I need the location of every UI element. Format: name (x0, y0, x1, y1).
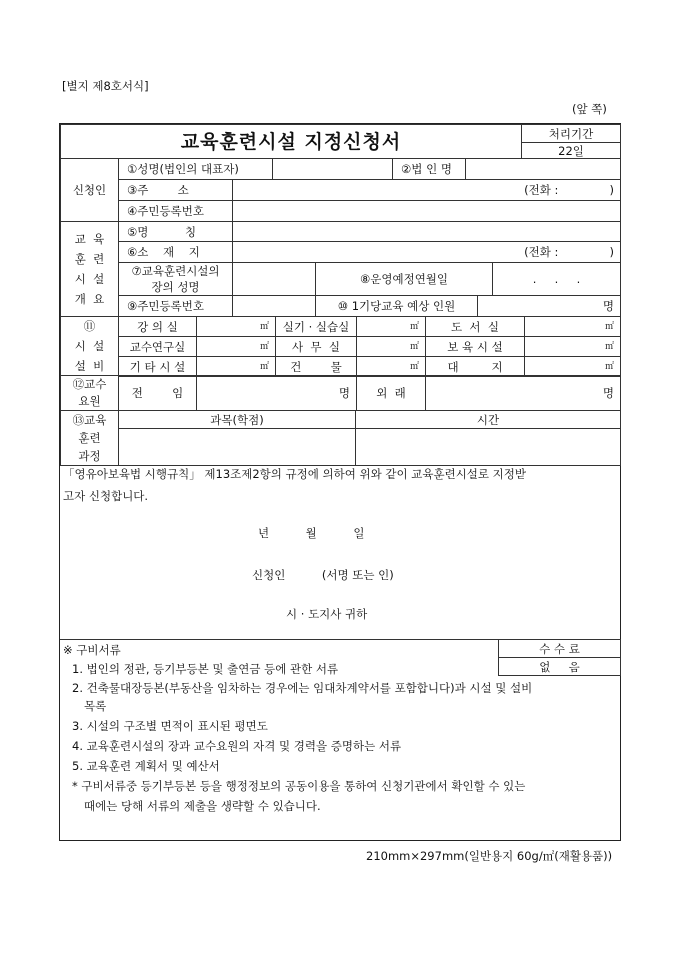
unit: ㎡ (409, 361, 419, 372)
subject-field[interactable] (118, 428, 356, 466)
fee-value: 없 음 (498, 657, 621, 676)
hours-field[interactable] (355, 428, 621, 466)
document-item: 5. 교육훈련 계획서 및 예산서 (72, 759, 220, 773)
form-title: 교육훈련시설 지정신청서 (60, 124, 522, 159)
unit: ㎡ (409, 321, 419, 332)
corp-field[interactable] (465, 158, 621, 180)
section-line: 훈 련 (74, 252, 105, 266)
phone-label: (전화 : ) (524, 183, 614, 197)
processing-label: 처리기간 (521, 124, 621, 143)
open-date-field[interactable]: . . . (492, 262, 621, 296)
location-field[interactable] (232, 241, 621, 263)
document-item: 4. 교육훈련시설의 장과 교수요원의 자격 및 경력을 증명하는 서류 (72, 739, 402, 753)
section-line: 요원 (78, 394, 101, 408)
equipment-label: 도 서 실 (425, 316, 525, 337)
facility-name-field[interactable] (232, 221, 621, 242)
equipment-section (60, 316, 119, 376)
equipment-area-field[interactable] (356, 356, 426, 377)
unit: ㎡ (259, 341, 269, 352)
equipment-area-field[interactable] (196, 336, 276, 357)
address-field[interactable] (232, 179, 621, 201)
equipment-area-field[interactable] (356, 316, 426, 337)
facility-name-label: ⑤명 칭 (118, 221, 233, 242)
section-line: 설 비 (74, 359, 105, 373)
name-field[interactable] (272, 158, 393, 180)
unit: ㎡ (409, 341, 419, 352)
section-line: 시 설 (74, 272, 105, 286)
document-item: 목록 (84, 699, 107, 713)
section-line: 훈련 (78, 431, 101, 445)
unit: ㎡ (259, 361, 269, 372)
section-line: ⑫교수 (72, 377, 107, 391)
fulltime-label: 전 임 (118, 375, 197, 411)
document-item: 때에는 당해 서류의 제출을 생략할 수 있습니다. (84, 799, 321, 813)
course-section (60, 410, 119, 466)
corp-label: ②법 인 명 (392, 158, 466, 180)
equipment-label: 사 무 실 (275, 336, 357, 357)
equipment-label: 대 지 (425, 356, 525, 377)
equipment-area-field[interactable] (524, 356, 621, 377)
section-line: ⑪ (83, 319, 96, 333)
staff-section (60, 375, 119, 411)
statement-line: 「영유아보육법 시행규칙」 제13조제2항의 규정에 의하여 위와 같이 교육훈련시설로 지정받 (63, 467, 527, 481)
external-label: 외 래 (356, 375, 426, 411)
unit: 명 (338, 386, 350, 400)
head-label-line: ⑦교육훈련시설의 (131, 264, 220, 278)
equipment-area-field[interactable] (196, 316, 276, 337)
name-label: ①성명(법인의 대표자) (118, 158, 273, 180)
equipment-label: 기 타 시 설 (118, 356, 197, 377)
head-id-label: ⑨주민등록번호 (118, 295, 233, 317)
document-item: 1. 법인의 정관, 등기부등본 및 출연금 등에 관한 서류 (72, 662, 339, 676)
equipment-area-field[interactable] (356, 336, 426, 357)
id-field[interactable] (232, 200, 621, 222)
date-line: 년 월 일 (258, 526, 365, 540)
form-number: [별지 제8호서식] (62, 79, 149, 93)
open-date-label: ⑧운영예정연월일 (315, 262, 493, 296)
statement-line: 고자 신청합니다. (63, 489, 149, 503)
equipment-area-field[interactable] (524, 336, 621, 357)
head-id-field[interactable] (232, 295, 316, 317)
applicant-section: 신청인 (60, 158, 119, 222)
section-line: 시 설 (74, 339, 105, 353)
equipment-label: 강 의 실 (118, 316, 197, 337)
document-item: 2. 건축물대장등본(부동산을 임차하는 경우에는 임대차계약서를 포함합니다)과 시설 및 설비 (72, 681, 533, 695)
id-label: ④주민등록번호 (118, 200, 233, 222)
processing-value: 22일 (521, 142, 621, 159)
section-line: ⑬교육 (72, 413, 107, 427)
document-item: * 구비서류중 등기부등본 등을 행정정보의 공동이용을 통하여 신청기관에서 확인할 수 있는 (72, 779, 526, 793)
section-line: 과정 (78, 449, 101, 463)
equipment-label: 실기 · 실습실 (275, 316, 357, 337)
section-line: 개 요 (74, 292, 105, 306)
head-label (118, 262, 233, 296)
head-name-field[interactable] (232, 262, 316, 296)
addressee: 시 · 도지사 귀하 (286, 607, 368, 621)
address-label: ③주 소 (118, 179, 233, 201)
fulltime-field[interactable] (196, 375, 357, 411)
document-item: 3. 시설의 구조별 면적이 표시된 평면도 (72, 719, 268, 733)
subject-header: 과목(학점) (118, 410, 356, 429)
equipment-label: 건 물 (275, 356, 357, 377)
signer-line: 신청인 (서명 또는 인) (252, 568, 394, 582)
equipment-area-field[interactable] (196, 356, 276, 377)
trainee-count-field[interactable] (477, 295, 621, 317)
hours-header: 시간 (355, 410, 621, 429)
equipment-label: 교수연구실 (118, 336, 197, 357)
side-label: (앞 쪽) (572, 102, 607, 116)
phone-label: (전화 : ) (524, 245, 614, 259)
section-line: 교 육 (74, 232, 105, 246)
head-label-line: 장의 성명 (151, 280, 200, 294)
unit: ㎡ (604, 341, 614, 352)
paper-spec: 210mm×297mm(일반용지 60g/㎡(재활용품)) (366, 849, 613, 863)
location-label: ⑥소 재 지 (118, 241, 233, 263)
equipment-label: 보 육 시 설 (425, 336, 525, 357)
unit: 명 (602, 386, 614, 400)
unit: ㎡ (259, 321, 269, 332)
facility-section (60, 221, 119, 317)
external-field[interactable] (425, 375, 621, 411)
documents-title: ※ 구비서류 (63, 643, 121, 657)
trainee-count-label: ⑩ 1기당교육 예상 인원 (315, 295, 478, 317)
fee-label: 수 수 료 (498, 639, 621, 658)
unit: ㎡ (604, 321, 614, 332)
unit: ㎡ (604, 361, 614, 372)
unit: 명 (602, 299, 614, 313)
equipment-area-field[interactable] (524, 316, 621, 337)
